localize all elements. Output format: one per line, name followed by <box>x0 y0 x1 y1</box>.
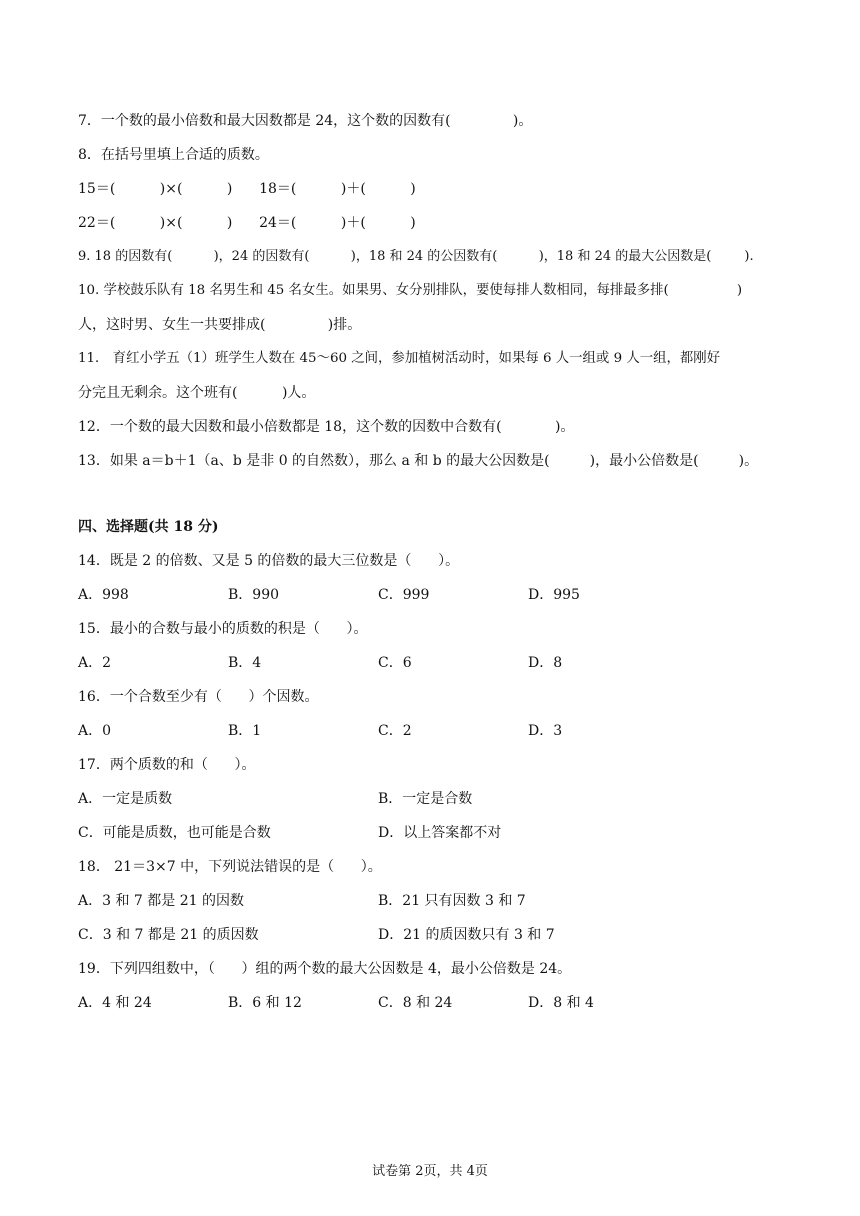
question-18: 18． 21＝3×7 中，下列说法错误的是（ ）。 <box>78 859 382 875</box>
question-19: 19．下列四组数中，（ ）组的两个数的最大公因数是 4，最小公倍数是 24。 <box>78 961 572 977</box>
option-d: D．3 <box>528 723 563 739</box>
option-a: A．4 和 24 <box>78 995 152 1011</box>
option-b: B．21 只有因数 3 和 7 <box>378 893 526 909</box>
option-d: D．8 <box>528 655 563 671</box>
option-c: C．3 和 7 都是 21 的质因数 <box>78 927 259 943</box>
option-c: C．999 <box>378 587 430 603</box>
question-14: 14．既是 2 的倍数、又是 5 的倍数的最大三位数是（ ）。 <box>78 553 460 569</box>
question-8-row-2: 22＝( )×( ) 24＝( )＋( ) <box>78 215 416 231</box>
question-9: 9. 18 的因数有( )，24 的因数有( )，18 和 24 的公因数有( )，18 和 24 的最大公因数是( ). <box>78 249 754 264</box>
option-d: D．21 的质因数只有 3 和 7 <box>378 927 555 943</box>
option-a: A．0 <box>78 723 112 739</box>
option-b: B．1 <box>228 723 262 739</box>
option-a: A．2 <box>78 655 112 671</box>
option-b: B．990 <box>228 587 280 603</box>
option-b: B．一定是合数 <box>378 791 473 807</box>
option-c: C．6 <box>378 655 412 671</box>
option-d: D．以上答案都不对 <box>378 825 502 841</box>
question-7: 7．一个数的最小倍数和最大因数都是 24，这个数的因数有( )。 <box>78 113 533 129</box>
option-c: C．8 和 24 <box>378 995 453 1011</box>
option-d: D．995 <box>528 587 580 603</box>
option-d: D．8 和 4 <box>528 995 594 1011</box>
question-15: 15．最小的合数与最小的质数的积是（ ）。 <box>78 621 368 637</box>
option-b: B．6 和 12 <box>228 995 302 1011</box>
question-17: 17．两个质数的和（ ）。 <box>78 757 256 773</box>
question-16: 16．一个合数至少有（ ）个因数。 <box>78 689 319 705</box>
option-a: A．一定是质数 <box>78 791 173 807</box>
question-10-line-1: 10. 学校鼓乐队有 18 名男生和 45 名女生。如果男、女分别排队，要使每排人数相同，每排最多排( ) <box>78 283 743 298</box>
question-11-line-1: 11． 育红小学五（1）班学生人数在 45～60 之间，参加植树活动时，如果每 6 人一组或 9 人一组，都刚好 <box>78 351 721 366</box>
question-11-line-2: 分完且无剩余。这个班有( )人。 <box>78 385 316 401</box>
option-b: B．4 <box>228 655 262 671</box>
question-13: 13．如果 a＝b＋1（a、b 是非 0 的自然数），那么 a 和 b 的最大公因数是( )，最小公倍数是( )。 <box>78 453 759 469</box>
option-c: C．2 <box>378 723 412 739</box>
question-12: 12．一个数的最大因数和最小倍数都是 18，这个数的因数中合数有( )。 <box>78 419 575 435</box>
option-a: A．3 和 7 都是 21 的因数 <box>78 893 244 909</box>
question-10-line-2: 人，这时男、女生一共要排成( )排。 <box>78 317 362 333</box>
question-8-row-1: 15＝( )×( ) 18＝( )＋( ) <box>78 181 416 197</box>
option-a: A．998 <box>78 587 129 603</box>
question-8: 8．在括号里填上合适的质数。 <box>78 147 269 163</box>
section-title: 四、选择题(共 18 分) <box>78 519 219 535</box>
page-footer: 试卷第 2页，共 4页 <box>372 1164 488 1179</box>
option-c: C．可能是质数，也可能是合数 <box>78 825 271 841</box>
